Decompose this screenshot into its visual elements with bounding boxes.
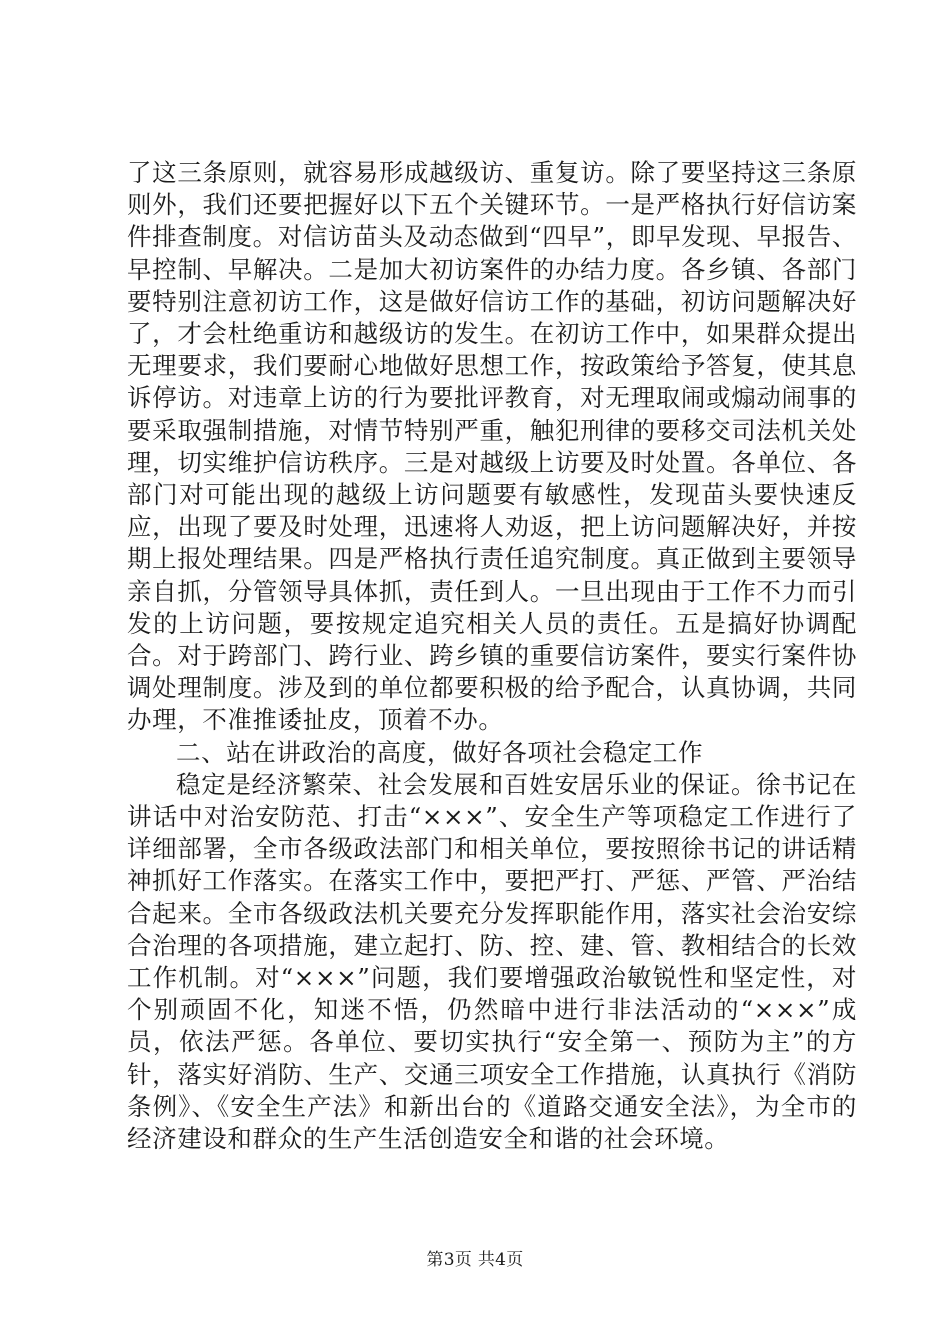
paragraph-stability: 稳定是经济繁荣、社会发展和百姓安居乐业的保证。徐书记在讲话中对治安防范、打击“×××”、安全生产等项稳定工作进行了详细部署，全市各级政法部门和相关单位，要按照徐书记的讲话精神抓好工作落实。在落实工作中，要把严打、严惩、严管、严治结合起来。全市各级政法机关要充分发挥职能作用，落实社会治安综合治理的各项措施，建立起打、防、控、建、管、教相结合的长效工作机制。对“×××”问题，我们要增强政治敏锐性和坚定性，对个别顽固不化，知迷不悟，仍然暗中进行非法活动的“×××”成员，依法严惩。各单位、要切实执行“安全第一、预防为主”的方针，落实好消防、生产、交通三项安全工作措施，认真执行《消防条例》、《安全生产法》和新出台的《道路交通安全法》，为全市的经济建设和群众的生产生活创造安全和谐的社会环境。 (127, 769, 857, 1154)
document-body (127, 157, 857, 1155)
paragraph-continuation: 了这三条原则，就容易形成越级访、重复访。除了要坚持这三条原则外，我们还要把握好以下五个关键环节。一是严格执行好信访案件排查制度。对信访苗头及动态做到“四早”，即早发现、早报告、早控制、早解决。二是加大初访案件的办结力度。各乡镇、各部门要特别注意初访工作，这是做好信访工作的基础，初访问题解决好了，才会杜绝重访和越级访的发生。在初访工作中，如果群众提出无理要求，我们要耐心地做好思想工作，按政策给予答复，使其息诉停访。对违章上访的行为要批评教育，对无理取闹或煽动闹事的要采取强制措施，对情节特别严重，触犯刑律的要移交司法机关处理，切实维护信访秩序。三是对越级上访要及时处置。各单位、各部门对可能出现的越级上访问题要有敏感性，发现苗头要快速反应，出现了要及时处理，迅速将人劝返，把上访问题解决好，并按期上报处理结果。四是严格执行责任追究制度。真正做到主要领导亲自抓，分管领导具体抓，责任到人。一旦出现由于工作不力而引发的上访问题，要按规定追究相关人员的责任。五是搞好协调配合。对于跨部门、跨行业、跨乡镇的重要信访案件，要实行案件协调处理制度。涉及到的单位都要积极的给予配合，认真协调，共同办理，不准推诿扯皮，顶着不办。 (127, 158, 857, 735)
page-number-footer: 第3页 共4页 (426, 1250, 524, 1270)
section-heading: 二、站在讲政治的高度，做好各项社会稳定工作 (176, 737, 704, 767)
